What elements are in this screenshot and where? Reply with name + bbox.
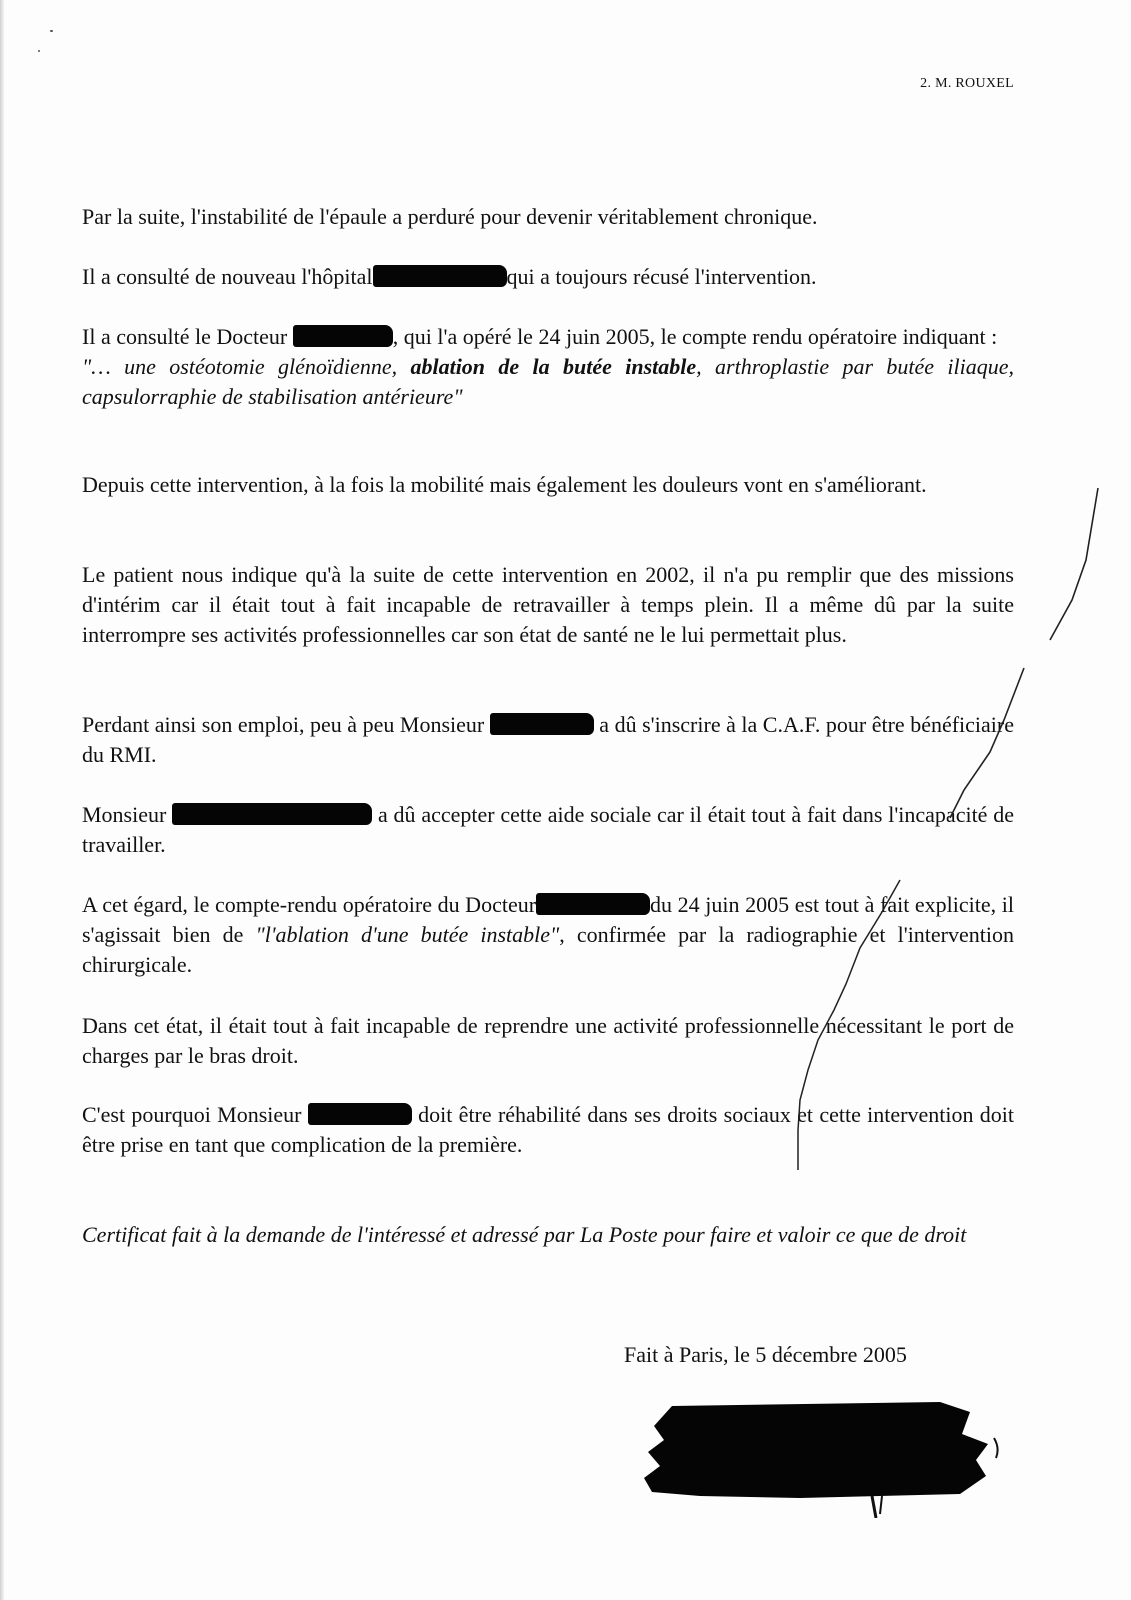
dateline: Fait à Paris, le 5 décembre 2005 [624, 1342, 907, 1367]
header-reference: 2. M. ROUXEL [920, 76, 1014, 91]
paragraph-5 [82, 560, 1014, 650]
scan-speck [50, 30, 53, 32]
paragraph-text: a dû accepter cette aide sociale car il était tout à fait dans l'incapacité de travailler. [82, 802, 1015, 857]
quote-italic-text: "l'ablation d'une butée instable" [255, 922, 560, 947]
paragraph-text: Certificat fait à la demande de l'intéressé et adressé par La Poste pour faire et valoir ce que de droit [82, 1222, 967, 1247]
signature-redaction [640, 1398, 1000, 1518]
paragraph-8 [82, 890, 1014, 980]
paragraph-text: Par la suite, l'instabilité de l'épaule a perduré pour devenir véritablement chronique. [82, 204, 818, 229]
redaction-bar [308, 1103, 412, 1125]
scan-speck [38, 50, 40, 52]
paragraph-text: Dans cet état, il était tout à fait incapable de reprendre une activité professionnelle nécessitant le port de charges par le bras droit. [82, 1013, 1014, 1068]
paragraph-text: Il a consulté de nouveau l'hôpital [82, 264, 373, 289]
certificate-statement [82, 1220, 1014, 1250]
paragraph-7 [82, 800, 1014, 860]
paragraph-3 [82, 322, 1014, 412]
paragraph-text: Il a consulté le Docteur [82, 324, 288, 349]
paragraph-text: , qui l'a opéré le 24 juin 2005, le compte rendu opératoire indiquant : [392, 324, 998, 349]
redaction-bar [373, 265, 507, 287]
quote-bold-text: ablation de la butée instable [410, 354, 697, 379]
paragraph-9 [82, 1011, 1014, 1071]
paragraph-text: Perdant ainsi son emploi, peu à peu Monsieur [82, 712, 485, 737]
paragraph-text: C'est pourquoi Monsieur [82, 1102, 302, 1127]
quote-text: , arthroplastie par butée iliaque, capsulorraphie de stabilisation antérieure" [82, 354, 1014, 409]
signature-redaction-shape [640, 1398, 1000, 1518]
redaction-bar [490, 713, 594, 735]
redaction-bar [172, 803, 372, 825]
paragraph-text: a dû s'inscrire à la C.A.F. pour être bénéficiaire du RMI. [82, 712, 1015, 767]
paragraph-text: du 24 juin 2005 est tout à fait explicite, il s'agissait bien de [82, 892, 1015, 947]
paragraph-text: Le patient nous indique qu'à la suite de cette intervention en 2002, il n'a pu remplir que des missions d'intérim car il était tout à fait incapable de retravailler à temps plein. Il a même dû par la suite interrompre ses activités professionnelles car son état de santé ne le lui permettait plus. [82, 562, 1014, 647]
paragraph-text: , confirmée par la radiographie et l'intervention chirurgicale. [82, 922, 1014, 977]
paragraph-text: qui a toujours récusé l'intervention. [506, 264, 817, 289]
paragraph-text: Depuis cette intervention, à la fois la mobilité mais également les douleurs vont en s'améliorant. [82, 472, 927, 497]
scan-edge [0, 0, 4, 1600]
redaction-bar [536, 893, 650, 915]
paragraph-text: Monsieur [82, 802, 167, 827]
paragraph-6 [82, 710, 1014, 770]
paragraph-10 [82, 1100, 1014, 1160]
redaction-bar [293, 325, 393, 347]
paragraph-4 [82, 470, 1014, 500]
paragraph-2 [82, 262, 1014, 292]
quote-text: "… une ostéotomie glénoïdienne, [82, 354, 411, 379]
paragraph-text: doit être réhabilité dans ses droits sociaux et cette intervention doit être prise en tant que complication de la première. [82, 1102, 1015, 1157]
paragraph-text: A cet égard, le compte-rendu opératoire du Docteur [82, 892, 537, 917]
paragraph-1 [82, 202, 1014, 232]
